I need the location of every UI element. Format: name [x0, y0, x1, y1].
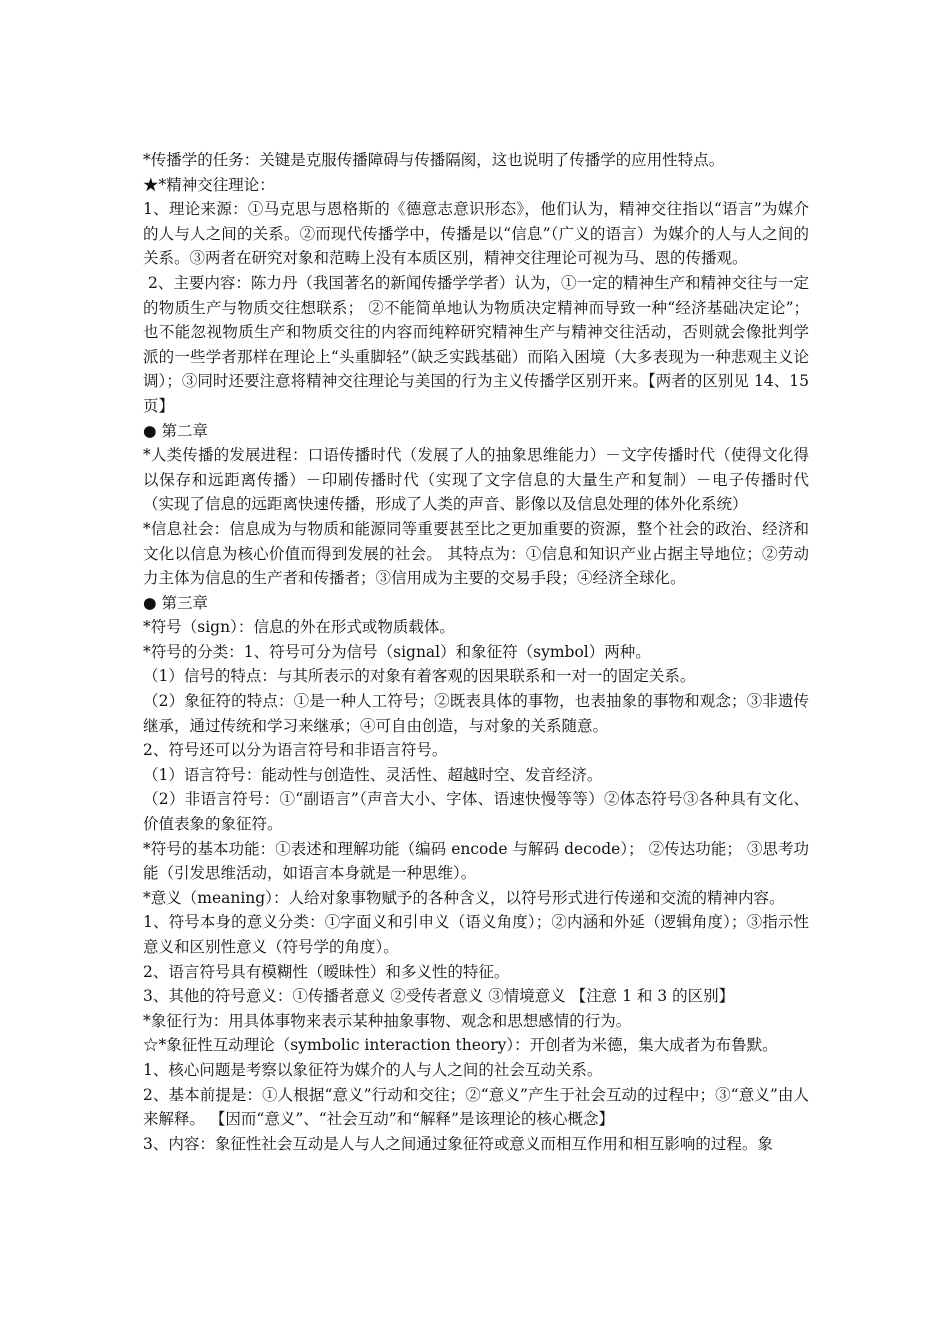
paragraph-verbal-signs: （1）语言符号：能动性与创造性、灵活性、超越时空、发音经济。 [143, 765, 603, 784]
heading-symbolic-interaction-theory: ☆*象征性互动理论（symbolic interaction theory）：开创者为米德，集大成者为布鲁默。 [143, 1036, 778, 1055]
paragraph-sign-definition: *符号（sign）：信息的外在形式或物质载体。 [143, 618, 455, 637]
paragraph-sign-classification: *符号的分类：1、符号可分为信号（signal）和象征符（symbol）两种。 [143, 642, 651, 661]
paragraph-meaning-definition: *意义（meaning）：人给对象事物赋予的各种含义，以符号形式进行传递和交流的精神内容。 [143, 888, 785, 907]
paragraph-theory-source: 1、理论来源：①马克思与恩格斯的《德意志意识形态》，他们认为，精神交往指以“语言”为媒介的人与人之间的关系。②而现代传播学中，传播是以“信息”（广义的语言）为媒介的人与人之间的关系。③两者在研究对象和范畴上没有本质区别，精神交往理论可视为马、恩的传播观。 [143, 200, 809, 268]
paragraph-communication-history: *人类传播的发展进程：口语传播时代（发展了人的抽象思维能力）－文字传播时代（使得文化得以保存和远距离传播）－印刷传播时代（实现了文字信息的大量生产和复制）－电子传播时代（实现了信息的远距离快速传播，形成了人类的声音、影像以及信息处理的体外化系统） [143, 446, 809, 514]
paragraph-interaction-content: 3、内容：象征性社会互动是人与人之间通过象征符或意义而相互作用和相互影响的过程。象 [143, 1134, 773, 1153]
paragraph-other-meanings: 3、其他的符号意义：①传播者意义 ②受传者意义 ③情境意义 【注意 1 和 3 的区别】 [143, 987, 735, 1006]
paragraph-nonverbal-signs: （2）非语言符号：①“副语言”（声音大小、字体、语速快慢等等）②体态符号③各种具有文化、价值表象的象征符。 [143, 790, 809, 834]
paragraph-information-society: *信息社会：信息成为与物质和能源同等重要甚至比之更加重要的资源，整个社会的政治、经济和文化以信息为核心价值而得到发展的社会。 其特点为：①信息和知识产业占据主导地位；②劳动力主体为信息的生产者和传播者；③信用成为主要的交易手段；④经济全球化。 [143, 519, 809, 588]
paragraph-meaning-classification: 1、符号本身的意义分类：①字面义和引申义（语义角度）；②内涵和外延（逻辑角度）；③指示性意义和区别性意义（符号学的角度）。 [143, 913, 809, 956]
paragraph-communication-task: *传播学的任务：关键是克服传播障碍与传播隔阂，这也说明了传播学的应用性特点。 [143, 151, 725, 169]
paragraph-symbol-features: （2）象征符的特点：①是一种人工符号；②既表具体的事物，也表抽象的事物和观念；③非遗传继承，通过传统和学习来继承；④可自由创造，与对象的关系随意。 [143, 692, 809, 735]
paragraph-basic-premises: 2、基本前提是：①人根据“意义”行动和交往；②“意义”产生于社会互动的过程中；③“意义”由人来解释。 【因而“意义”、“社会互动”和“解释”是该理论的核心概念】 [143, 1085, 809, 1129]
heading-spiritual-communication-theory: ★*精神交往理论： [143, 175, 275, 194]
paragraph-sign-functions: *符号的基本功能：①表述和理解功能（编码 encode 与解码 decode）； ②传达功能； ③思考功能（引发思维活动，如语言本身就是一种思维）。 [143, 839, 809, 883]
paragraph-language-ambiguity: 2、语言符号具有模糊性（暧昧性）和多义性的特征。 [143, 962, 510, 981]
paragraph-main-content: 2、主要内容：陈力丹（我国著名的新闻传播学学者）认为，①一定的精神生产和精神交往与一定的物质生产与物质交往想联系； ②不能简单地认为物质决定精神而导致一种“经济基础决定论”；也不能忽视物质生产和物质交往的内容而纯粹研究精神生产与精神交往活动，否则就会像批判学派的一些学者那样在理论上“头重脚轻”（缺乏实践基础）而陷入困境（大多表现为一种悲观主义论调）；③同时还要注意将精神交往理论与美国的行为主义传播学区别开来。【两者的区别见 14、15 页】 [143, 273, 809, 415]
paragraph-verbal-nonverbal: 2、符号还可以分为语言符号和非语言符号。 [143, 741, 448, 760]
chapter-heading-3: ● 第三章 [143, 593, 208, 612]
paragraph-core-issue: 1、核心问题是考察以象征符为媒介的人与人之间的社会互动关系。 [143, 1060, 603, 1079]
document-page [143, 148, 809, 1156]
chapter-heading-2: ● 第二章 [143, 421, 208, 440]
paragraph-signal-features: （1）信号的特点：与其所表示的对象有着客观的因果联系和一对一的固定关系。 [143, 667, 696, 686]
paragraph-symbolic-behavior: *象征行为：用具体事物来表示某种抽象事物、观念和思想感情的行为。 [143, 1011, 632, 1030]
